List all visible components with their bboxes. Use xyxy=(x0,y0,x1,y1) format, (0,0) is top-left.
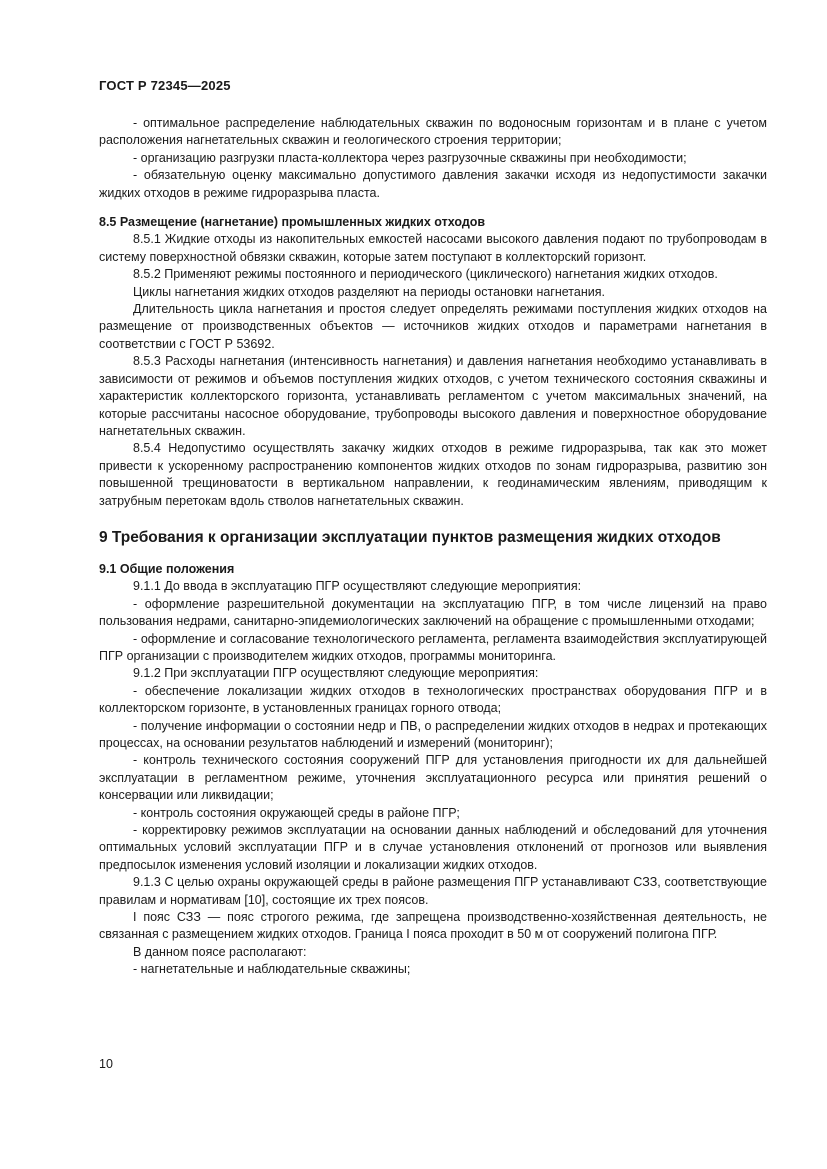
paragraph: 9.1.1 До ввода в эксплуатацию ПГР осуществляют следующие мероприятия: xyxy=(133,579,582,594)
paragraph: - контроль состояния окружающей среды в районе ПГР; xyxy=(133,805,460,820)
paragraph: 9.1.2 При эксплуатации ПГР осуществляют следующие мероприятия: xyxy=(133,666,539,681)
paragraph: 8.5.2 Применяют режимы постоянного и периодического (циклического) нагнетания жидких отходов. xyxy=(133,267,718,282)
page-content xyxy=(99,115,767,979)
paragraph: 9.1.3 С целью охраны окружающей среды в районе размещения ПГР устанавливают СЗЗ, соответствующие правилам и нормативам [10], состоящие их трех поясов. xyxy=(99,875,767,907)
intro-item: - оптимальное распределение наблюдательных скважин по водоносным горизонтам и в плане с учетом расположения нагнетательных скважин и геологического строения территории; xyxy=(99,116,767,148)
document-code-header: ГОСТ Р 72345—2025 xyxy=(99,78,231,93)
paragraph: - обеспечение локализации жидких отходов в технологических пространствах оборудования ПГР и в коллекторском горизонте, в установленных границах горного отвода; xyxy=(99,683,767,716)
page-number: 10 xyxy=(99,1057,113,1071)
paragraph: - контроль технического состояния сооружений ПГР для установления пригодности их для дальнейшей эксплуатации в регламентном режиме, уточнения эксплуатационного ресурса или принятия решений о консервации или ликвидации; xyxy=(99,753,767,803)
paragraph: 8.5.3 Расходы нагнетания (интенсивность нагнетания) и давления нагнетания необходимо устанавливать в зависимости от режимов и объемов поступления жидких отходов, с учетом технического состояния скважины и характеристик коллекторского горизонта, устанавливать регламентом с учетом максимальных значений, на которые рассчитаны насосное оборудование, трубопроводы высокого давления и поверхностное оборудование нагнетательных скважин. xyxy=(99,354,767,438)
paragraph: - оформление разрешительной документации на эксплуатацию ПГР, в том числе лицензий на право пользования недрами, санитарно-эпидемиологических заключений на обращение с промышленными отходами; xyxy=(99,596,767,629)
section-9-1-title: 9.1 Общие положения xyxy=(99,561,235,576)
paragraph: - оформление и согласование технологического регламента, регламента взаимодействия эксплуатирующей ПГР организации с производителем жидких отходов, программы мониторинга. xyxy=(99,631,767,663)
paragraph: - корректировку режимов эксплуатации на основании данных наблюдений и обследований для уточнения оптимальных условий эксплуатации ПГР и в случае установления отклонений от прогнозов или выявления предпосылок изменения условий изоляции и локализации жидких отходов. xyxy=(99,823,767,872)
intro-item: - организацию разгрузки пласта-коллектора через разгрузочные скважины при необходимости; xyxy=(133,150,687,165)
paragraph: - нагнетательные и наблюдательные скважины; xyxy=(133,962,411,977)
paragraph: - получение информации о состоянии недр и ПВ, о распределении жидких отходов в недрах и протекающих процессах, на основании результатов наблюдений и измерений (мониторинг); xyxy=(99,718,767,750)
paragraph: I пояс СЗЗ — пояс строгого режима, где запрещена производственно-хозяйственная деятельность, не связанная с размещением жидких отходов. Граница I пояса проходит в 50 м от сооружений полигона ПГР. xyxy=(99,910,767,942)
paragraph: Циклы нагнетания жидких отходов разделяют на периоды остановки нагнетания. xyxy=(133,284,605,299)
section-8-5-title: 8.5 Размещение (нагнетание) промышленных жидких отходов xyxy=(99,215,486,230)
paragraph: 8.5.1 Жидкие отходы из накопительных емкостей насосами высокого давления подают по трубопроводам в систему поверхностной обвязки скважин, которые затем поступают в коллекторский горизонт. xyxy=(99,232,767,264)
section-9-title: 9 Требования к организации эксплуатации пунктов размещения жидких отходов xyxy=(99,528,721,546)
paragraph: Длительность цикла нагнетания и простоя следует определять режимами поступления жидких отходов на размещение от производственных объектов — источников жидких отходов и параметрами нагнетания в соответствии с ГОСТ Р 53692. xyxy=(99,302,767,351)
intro-item: - обязательную оценку максимально допустимого давления закачки исходя из недопустимости закачки жидких отходов в режиме гидроразрыва пласта. xyxy=(99,168,767,200)
paragraph: 8.5.4 Недопустимо осуществлять закачку жидких отходов в режиме гидроразрыва, так как это может привести к ускоренному распространению компонентов жидких отходов по зонам гидроразрыва, развитию зон повышенной трещиноватости в вертикальном направлении, к геодинамическим явлениям, приводящим к затрубным перетокам вдоль стволов нагнетательных скважин. xyxy=(99,441,767,508)
paragraph: В данном поясе располагают: xyxy=(133,944,307,959)
